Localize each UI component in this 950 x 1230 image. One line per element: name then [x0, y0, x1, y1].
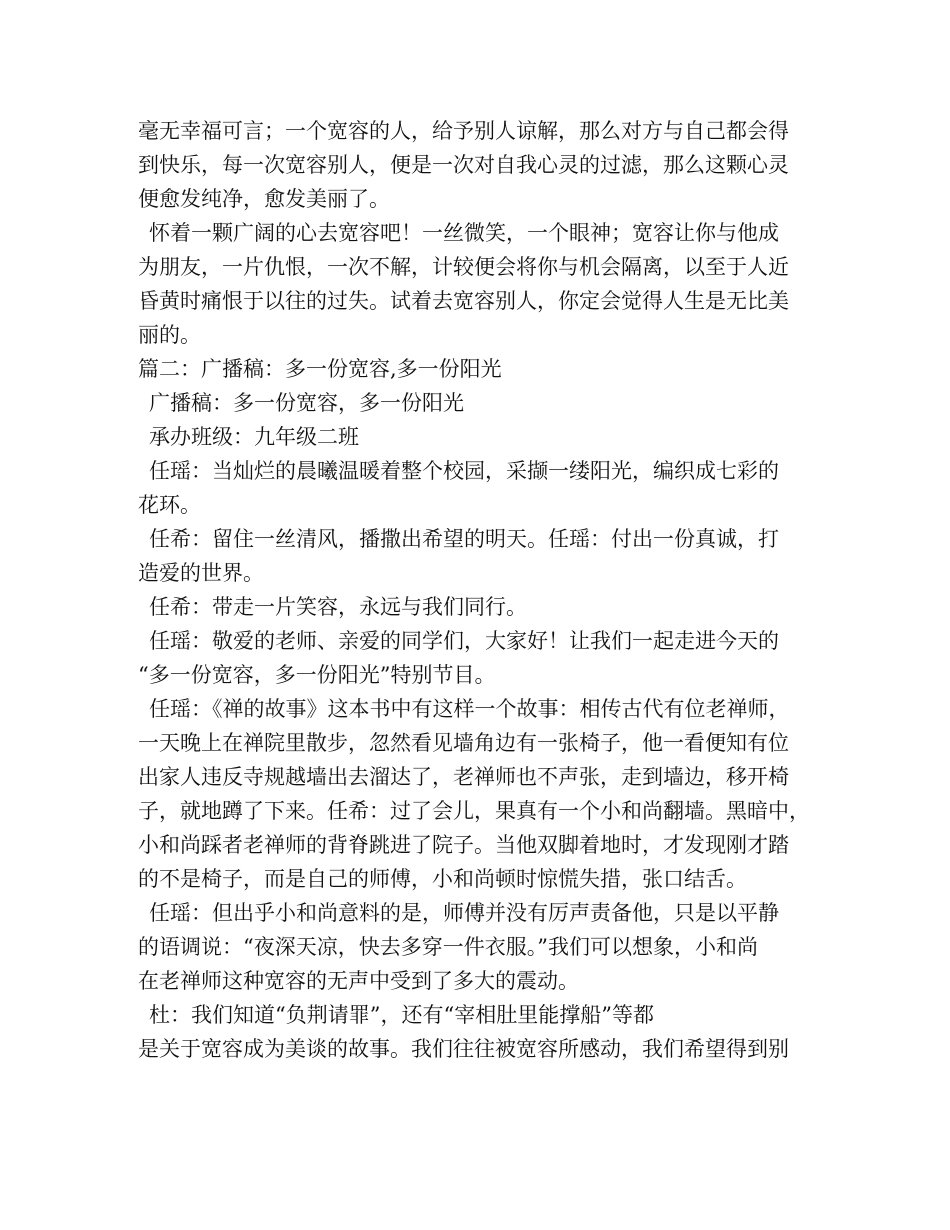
text-line: 到快乐，每一次宽容别人，便是一次对自我心灵的过滤，那么这颗心灵 — [138, 153, 789, 177]
text-line: 出家人违反寺规越墙出去溜达了，老禅师也不声张，走到墙边，移开椅 — [138, 765, 789, 789]
text-line: 的不是椅子，而是自己的师傅，小和尚顿时惊慌失措，张口结舌。 — [138, 867, 747, 891]
text-line: 是关于宽容成为美谈的故事。我们往往被宽容所感动，我们希望得到别 — [138, 1037, 789, 1061]
text-line: 一天晚上在禅院里散步，忽然看见墙角边有一张椅子，他一看便知有位 — [138, 731, 789, 755]
text-line: 毫无幸福可言；一个宽容的人，给予别人谅解，那么对方与自己都会得 — [138, 119, 789, 143]
text-line: 任希：带走一片笑容，永远与我们同行。 — [149, 595, 527, 619]
text-line: 的语调说：“夜深天凉，快去多穿一件衣服。”我们可以想象，小和尚 — [138, 935, 758, 959]
text-line: “多一份宽容，多一份阳光”特别节目。 — [138, 663, 496, 687]
text-line: 怀着一颗广阔的心去宽容吧！一丝微笑，一个眼神；宽容让你与他成 — [149, 221, 779, 245]
text-line: 杜：我们知道“负荆请罪”，还有“宰相肚里能撑船”等都 — [149, 1003, 654, 1027]
text-line: 丽的。 — [138, 323, 201, 347]
text-line: 在老禅师这种宽容的无声中受到了多大的震动。 — [138, 969, 579, 993]
text-line: 小和尚踩者老禅师的背脊跳进了院子。当他双脚着地时，才发现刚才踏 — [138, 833, 789, 857]
text-line: 为朋友，一片仇恨，一次不解，计较便会将你与机会隔离，以至于人近 — [138, 255, 789, 279]
document-body — [138, 114, 818, 1066]
text-line: 便愈发纯净，愈发美丽了。 — [138, 187, 390, 211]
broadcast-title: 广播稿：多一份宽容，多一份阳光 — [149, 391, 464, 415]
text-line: 子，就地蹲了下来。任希：过了会儿，果真有一个小和尚翻墙。黑暗中， — [138, 799, 810, 823]
text-line: 造爱的世界。 — [138, 561, 264, 585]
section-heading: 篇二：广播稿：多一份宽容,多一份阳光 — [138, 357, 502, 381]
text-line: 任瑶：但出乎小和尚意料的是，师傅并没有厉声责备他，只是以平静 — [149, 901, 779, 925]
text-line: 任瑶：敬爱的老师、亲爱的同学们，大家好！让我们一起走进今天的 — [149, 629, 779, 653]
text-line: 任瑶：当灿烂的晨曦温暖着整个校园，采撷一缕阳光，编织成七彩的 — [149, 459, 779, 483]
text-line: 任希：留住一丝清风，播撒出希望的明天。任瑶：付出一份真诚，打 — [149, 527, 779, 551]
text-line: 花环。 — [138, 493, 201, 517]
text-line: 任瑶：《禅的故事》这本书中有这样一个故事：相传古代有位老禅师， — [149, 697, 790, 721]
text-line: 昏黄时痛恨于以往的过失。试着去宽容别人，你定会觉得人生是无比美 — [138, 289, 789, 313]
host-class: 承办班级：九年级二班 — [149, 425, 359, 449]
